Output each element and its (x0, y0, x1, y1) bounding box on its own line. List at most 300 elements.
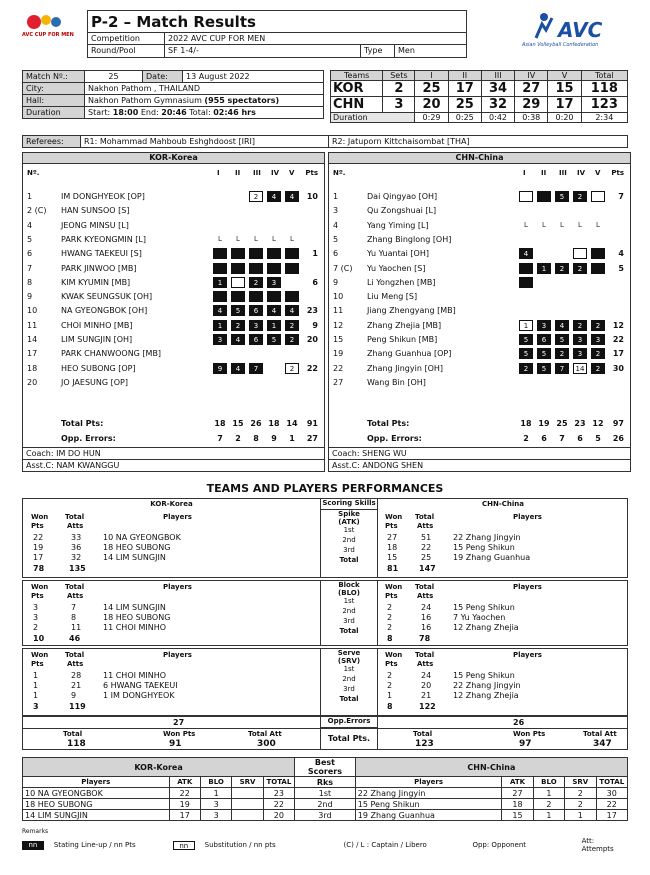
roster-header-set: V (289, 169, 295, 177)
perf-atts: 24 (421, 603, 432, 612)
set-cell: 2 (285, 334, 299, 345)
player-row (329, 220, 630, 232)
set-duration: 0:20 (548, 113, 581, 123)
roster-header-set: IV (577, 169, 586, 177)
player-name: Peng Shikun [MB] (367, 335, 438, 344)
perf-total-atts: 147 (419, 564, 436, 573)
perf-won: 2 (387, 671, 393, 680)
roster-header-set: I (217, 169, 220, 177)
bs-value: 22 (169, 788, 200, 799)
roster-kor (22, 152, 325, 472)
perf-atts: 24 (421, 671, 432, 680)
spectators: (955 spectators) (204, 96, 280, 105)
player-number: 11 (27, 320, 38, 330)
perf-player: 6 HWANG TAEKEUI (103, 681, 178, 690)
skill-total-label: Total (339, 695, 359, 703)
legend-att: Att: Attempts (581, 837, 614, 853)
bs-col-header: Players (355, 777, 502, 788)
player-name: Zhang Jingyin [OH] (367, 363, 443, 373)
coach-label: Coach: (26, 449, 57, 458)
perf-player: 11 CHOI MINHO (103, 623, 167, 632)
set-cell: 6 (249, 305, 263, 316)
player-row (23, 348, 324, 360)
player-name: Zhang Zhejia [MB] (367, 320, 442, 330)
perf-player: 18 HEO SUBONG (103, 543, 171, 552)
perf-col-header: Players (163, 651, 192, 659)
set-cell: 6 (249, 334, 263, 345)
player-name: JO JAESUNG [OP] (61, 377, 128, 387)
perf-col-header: Atts (417, 592, 434, 600)
score-set-points: 25 (415, 81, 448, 97)
perf-atts: 21 (71, 681, 82, 690)
perf-atts: 21 (421, 691, 432, 700)
bs-rks-label: Rks (295, 777, 356, 788)
best-scorer-row (23, 810, 628, 821)
player-row (329, 191, 630, 203)
opp-error-set: 6 (541, 434, 547, 443)
perf-col-header: Players (163, 513, 192, 521)
set-cell: 6 (537, 334, 551, 345)
perf-atts: 16 (421, 623, 432, 632)
score-header: V (548, 71, 581, 81)
player-number: 17 (27, 349, 38, 359)
best-scorers-header-row (23, 777, 628, 788)
perf-col-header: Atts (67, 592, 84, 600)
set-cell: 1 (537, 263, 551, 274)
perf-col-header: Pts (31, 592, 44, 600)
bs-value: 15 (502, 810, 533, 821)
player-name: HWANG TAEKEUI [S] (61, 249, 142, 259)
player-row (23, 248, 324, 260)
perf-won: 1 (387, 691, 393, 700)
opp-error-set: 7 (217, 434, 223, 443)
bs-value: 1 (200, 788, 231, 799)
perf-col-header: Total (415, 583, 435, 591)
player-number: 18 (27, 363, 38, 373)
set-cell: 2 (573, 320, 587, 331)
perf-player: 18 HEO SUBONG (103, 613, 171, 622)
set-cell: 4 (231, 334, 245, 345)
skill-name: Serve (337, 649, 361, 657)
set-cell: 2 (555, 348, 569, 359)
player-points: 23 (306, 306, 318, 316)
bs-rank: 2nd (295, 799, 356, 810)
total-pts-label: Total Pts: (367, 419, 410, 428)
set-cell (231, 277, 245, 288)
opp-error-set: 1 (289, 434, 295, 443)
page-title: P-2 – Match Results (88, 11, 466, 33)
perf-atts: 22 (421, 543, 432, 552)
bs-value: 1 (533, 810, 564, 821)
end-time: 20:46 (161, 108, 187, 117)
avc-logo-subtitle: Asian Volleyball Confederation (522, 42, 599, 48)
bs-value: 3 (200, 799, 231, 810)
perf-col-header: Won (385, 513, 403, 521)
match-no-value: 25 (85, 71, 143, 83)
player-row (329, 348, 630, 360)
set-cell (249, 263, 263, 274)
bs-value: 17 (169, 810, 200, 821)
player-number: 1 (333, 192, 339, 201)
set-duration: 0:42 (481, 113, 514, 123)
opp-errors-label: Opp. Errors: (367, 434, 422, 443)
perf-won: 27 (387, 533, 398, 542)
player-points: 22 (612, 335, 624, 344)
set-score-table (330, 70, 628, 123)
score-set-points: 17 (448, 81, 481, 97)
set-cell: 2 (573, 191, 587, 202)
referee-r1: R1: Mohammad Mahboub Eshghdoost [IRI] (81, 136, 329, 147)
perf-col-header: Atts (417, 522, 434, 530)
roster-header-set: IV (271, 169, 280, 177)
set-cell (285, 291, 299, 302)
skill-code: (ATK) (338, 518, 360, 526)
perf-col-header: Total (415, 513, 435, 521)
asst-coach-label: Asst.C: (26, 461, 57, 470)
skill-rank: 3rd (343, 685, 355, 693)
bs-value: 23 (263, 788, 294, 799)
skill-name: Block (338, 581, 360, 589)
player-name: Dai Qingyao [OH] (367, 192, 438, 201)
opp-errors-total: 26 (612, 434, 624, 443)
bs-player: 18 HEO SUBONG (23, 799, 170, 810)
set-cell: 2 (285, 320, 299, 331)
coach-name: SHENG WU (362, 449, 407, 458)
set-cell: 1 (213, 277, 227, 288)
set-cell: 5 (555, 191, 569, 202)
perf-atts: 36 (71, 543, 82, 552)
perf-total-atts: 122 (419, 702, 436, 711)
set-cell (285, 248, 299, 259)
opp-error-set: 8 (253, 434, 259, 443)
asst-coach-name: NAM KWANGGU (56, 461, 120, 470)
score-set-points: 20 (415, 97, 448, 113)
score-set-points: 17 (548, 97, 581, 113)
perf-won: 2 (387, 603, 393, 612)
opp-error-set: 6 (577, 434, 583, 443)
bs-chn-team: CHN-China (355, 758, 627, 777)
set-cell: 3 (537, 320, 551, 331)
player-number: 5 (27, 234, 33, 244)
hall-value: Nakhon Pathom Gymnasium (88, 96, 202, 105)
bs-col-header: ATK (169, 777, 200, 788)
player-number: 3 (333, 206, 339, 216)
player-row (329, 234, 630, 246)
total-pts-label: Total Pts. (320, 729, 378, 750)
bs-value: 3 (200, 810, 231, 821)
perf-col-header: Total (65, 583, 85, 591)
opp-error-set: 5 (595, 434, 601, 443)
player-name: HEO SUBONG [OP] (61, 363, 136, 373)
perf-col-header: Won (31, 513, 49, 521)
set-cell: L (596, 220, 600, 229)
perf-total-won: 78 (33, 564, 45, 573)
kor-opp-errors: 27 (173, 718, 185, 727)
set-cell: 7 (555, 363, 569, 374)
roster-chn (328, 152, 631, 472)
player-points: 9 (312, 320, 318, 330)
perf-won: 2 (33, 623, 39, 632)
player-number: 6 (333, 249, 339, 259)
score-header: III (481, 71, 514, 81)
perf-player: 12 Zhang Zhejia (453, 691, 519, 700)
perf-player: 15 Peng Shikun (453, 603, 515, 612)
perf-col-header: Won (31, 651, 49, 659)
perf-player: 22 Zhang Jingyin (453, 533, 521, 542)
opp-error-set: 7 (559, 434, 565, 443)
player-number: 27 (333, 377, 344, 387)
score-set-points: 25 (448, 97, 481, 113)
player-row (23, 320, 324, 332)
set-cell: 4 (231, 363, 245, 374)
total-pts-value: 97 (612, 419, 624, 428)
opp-error-set: 9 (271, 434, 277, 443)
roster-header-pts: Pts (305, 169, 318, 177)
best-scorer-row (23, 788, 628, 799)
end-label: End: (140, 108, 159, 117)
opp-errors-total: 27 (306, 434, 318, 443)
totals-col-header: Won Pts (163, 730, 196, 738)
player-row (329, 263, 630, 275)
skill-total-label: Total (339, 627, 359, 635)
player-points: 12 (612, 320, 624, 330)
set-duration: 0:29 (415, 113, 448, 123)
set-cell: 5 (555, 334, 569, 345)
total-label: Total: (189, 108, 211, 117)
bs-col-header: SRV (565, 777, 596, 788)
perf-atts: 20 (421, 681, 432, 690)
competition-value: 2022 AVC CUP FOR MEN (168, 34, 266, 43)
score-set-points: 27 (515, 81, 548, 97)
player-number: 8 (27, 277, 33, 287)
asst-coach-row (329, 459, 630, 471)
set-duration: 0:38 (515, 113, 548, 123)
player-row (329, 277, 630, 289)
referees-label: Referees: (23, 136, 81, 147)
opp-errors-label: Opp.Errors (320, 717, 378, 728)
player-number: 6 (27, 249, 33, 259)
set-cell (591, 191, 605, 202)
player-name: Qu Zongshuai [L] (367, 206, 437, 216)
perf-player: 15 Peng Shikun (453, 671, 515, 680)
set-total: 12 (592, 419, 604, 428)
total-pts-row (329, 418, 630, 430)
set-cell: 4 (519, 248, 533, 259)
perf-player: 11 CHOI MINHO (103, 671, 167, 680)
perf-col-header: Players (163, 583, 192, 591)
set-cell (519, 191, 533, 202)
roster-header-set: III (253, 169, 261, 177)
perf-player: 14 LIM SUNGJIN (103, 553, 166, 562)
set-total: 14 (286, 419, 298, 428)
set-cell: L (272, 234, 276, 243)
player-points: 1 (312, 249, 318, 259)
performance-block (22, 498, 628, 578)
bs-col-header: ATK (502, 777, 533, 788)
bs-value: 17 (596, 810, 628, 821)
score-header: Teams (331, 71, 383, 81)
score-total: 123 (581, 97, 627, 113)
logo-left-text: AVC CUP FOR MEN (22, 32, 74, 38)
perf-atts: 33 (71, 533, 82, 542)
score-total: 118 (581, 81, 627, 97)
match-no-label: Match Nº.: (23, 71, 85, 83)
player-name: CHOI MINHO [MB] (61, 320, 133, 330)
skill-code: (BLO) (338, 589, 360, 597)
player-name: KWAK SEUNGSUK [OH] (61, 292, 153, 302)
perf-won: 1 (33, 671, 39, 680)
opp-errors-row (23, 433, 324, 445)
bs-player: 15 Peng Shikun (355, 799, 502, 810)
set-cell: 2 (591, 348, 605, 359)
set-cell (519, 263, 533, 274)
scoring-skills-label: Scoring Skills (321, 499, 377, 510)
avc-logo (522, 12, 632, 50)
set-total: 18 (214, 419, 226, 428)
player-number: 7 (27, 263, 33, 273)
legend-captain: (C) / L : Captain / Libero (343, 841, 427, 849)
set-cell: 3 (249, 320, 263, 331)
player-number: 2 (C) (27, 206, 47, 216)
set-cell: 2 (591, 363, 605, 374)
player-number: 19 (333, 349, 344, 359)
set-cell: L (236, 234, 240, 243)
set-total: 18 (268, 419, 280, 428)
player-number: 10 (333, 292, 344, 302)
skill-code: (SRV) (337, 657, 361, 665)
player-name: IM DONGHYEOK [OP] (61, 192, 145, 201)
player-name: Li Yongzhen [MB] (367, 277, 436, 287)
skill-rank: 1st (343, 597, 355, 605)
set-cell: L (254, 234, 258, 243)
skill-rank: 2nd (342, 536, 356, 544)
bs-rank: 3rd (295, 810, 356, 821)
player-row (23, 334, 324, 346)
set-cell: 4 (213, 305, 227, 316)
player-row (329, 363, 630, 375)
legend-sub-box: nn (173, 841, 195, 850)
score-set-points: 15 (548, 81, 581, 97)
perf-col-header: Pts (31, 660, 44, 668)
set-cell: 4 (267, 305, 281, 316)
player-row (329, 205, 630, 217)
set-cell: 2 (249, 191, 263, 202)
set-cell: L (560, 220, 564, 229)
legend-opp: Opp: Opponent (472, 841, 527, 849)
set-cell: 3 (591, 334, 605, 345)
referees-bar (22, 135, 628, 148)
player-row (23, 191, 324, 203)
bs-value: 2 (533, 799, 564, 810)
bs-value: 22 (263, 799, 294, 810)
set-cell (537, 191, 551, 202)
player-points: 6 (312, 277, 318, 287)
set-cell: 7 (249, 363, 263, 374)
set-cell: 4 (267, 191, 281, 202)
bs-value: 20 (263, 810, 294, 821)
set-cell: 5 (537, 363, 551, 374)
set-cell: 2 (591, 320, 605, 331)
set-cell (267, 263, 281, 274)
totals-col-header: Total (413, 730, 433, 738)
opp-error-set: 2 (523, 434, 529, 443)
legend-sub-text: Substitution / nn pts (204, 841, 276, 849)
set-cell: L (578, 220, 582, 229)
perf-col-header: Pts (385, 592, 398, 600)
perf-col-header: Total (65, 513, 85, 521)
player-row (23, 377, 324, 389)
set-total: 18 (520, 419, 532, 428)
perf-atts: 16 (421, 613, 432, 622)
perf-player: 7 Yu Yaochen (453, 613, 506, 622)
player-points: 10 (306, 192, 318, 201)
set-cell: 4 (285, 191, 299, 202)
set-cell (231, 248, 245, 259)
total-duration: 02:46 hrs (213, 108, 256, 117)
perf-player: 19 Zhang Guanhua (453, 553, 531, 562)
player-row (329, 305, 630, 317)
start-time: 18:00 (112, 108, 139, 117)
player-points: 4 (618, 249, 624, 259)
player-number: 20 (27, 377, 38, 387)
performance-block (22, 580, 628, 646)
player-row (23, 205, 324, 217)
roster-team-name: KOR-Korea (23, 153, 324, 164)
player-name: PARK KYEONGMIN [L] (61, 234, 147, 244)
bs-player: 14 LIM SUNGJIN (23, 810, 170, 821)
perf-player: 1 IM DONGHYEOK (103, 691, 175, 700)
roster-header-pts: Pts (611, 169, 624, 177)
opp-errors-totals-block (22, 716, 628, 750)
bs-value (232, 810, 263, 821)
set-cell: 5 (537, 348, 551, 359)
player-number: 7 (C) (333, 263, 353, 273)
perf-col-header: Atts (67, 660, 84, 668)
player-name: Yu Yuantai [OH] (367, 249, 429, 259)
set-cell (591, 263, 605, 274)
set-cell (249, 291, 263, 302)
score-sets: 2 (383, 81, 415, 97)
perf-won: 3 (33, 613, 39, 622)
bs-player: 19 Zhang Guanhua (355, 810, 502, 821)
perf-total-atts: 135 (69, 564, 86, 573)
legend-starting-text: Stating Line-up / nn Pts (53, 841, 136, 849)
skill-rank: 2nd (342, 607, 356, 615)
perf-col-header: Players (513, 513, 542, 521)
skill-rank: 1st (343, 665, 355, 673)
roster-header-no: Nº. (333, 169, 346, 177)
score-team: CHN (331, 97, 383, 113)
perf-col-header: Players (513, 583, 542, 591)
player-number: 14 (27, 335, 38, 344)
player-number: 12 (333, 320, 344, 330)
skill-rank: 2nd (342, 675, 356, 683)
player-row (23, 277, 324, 289)
set-cell (267, 248, 281, 259)
set-cell (231, 263, 245, 274)
opp-errors-label: Opp. Errors: (61, 434, 116, 443)
set-cell: L (290, 234, 294, 243)
player-number: 11 (333, 306, 344, 316)
roster-header-set: II (541, 169, 547, 177)
bs-value: 2 (565, 788, 596, 799)
set-cell (267, 291, 281, 302)
total-pts-row (23, 418, 324, 430)
kor-total-value: 300 (257, 739, 276, 749)
player-row (329, 291, 630, 303)
total-pts-label: Total Pts: (61, 419, 104, 428)
opp-error-set: 2 (235, 434, 241, 443)
